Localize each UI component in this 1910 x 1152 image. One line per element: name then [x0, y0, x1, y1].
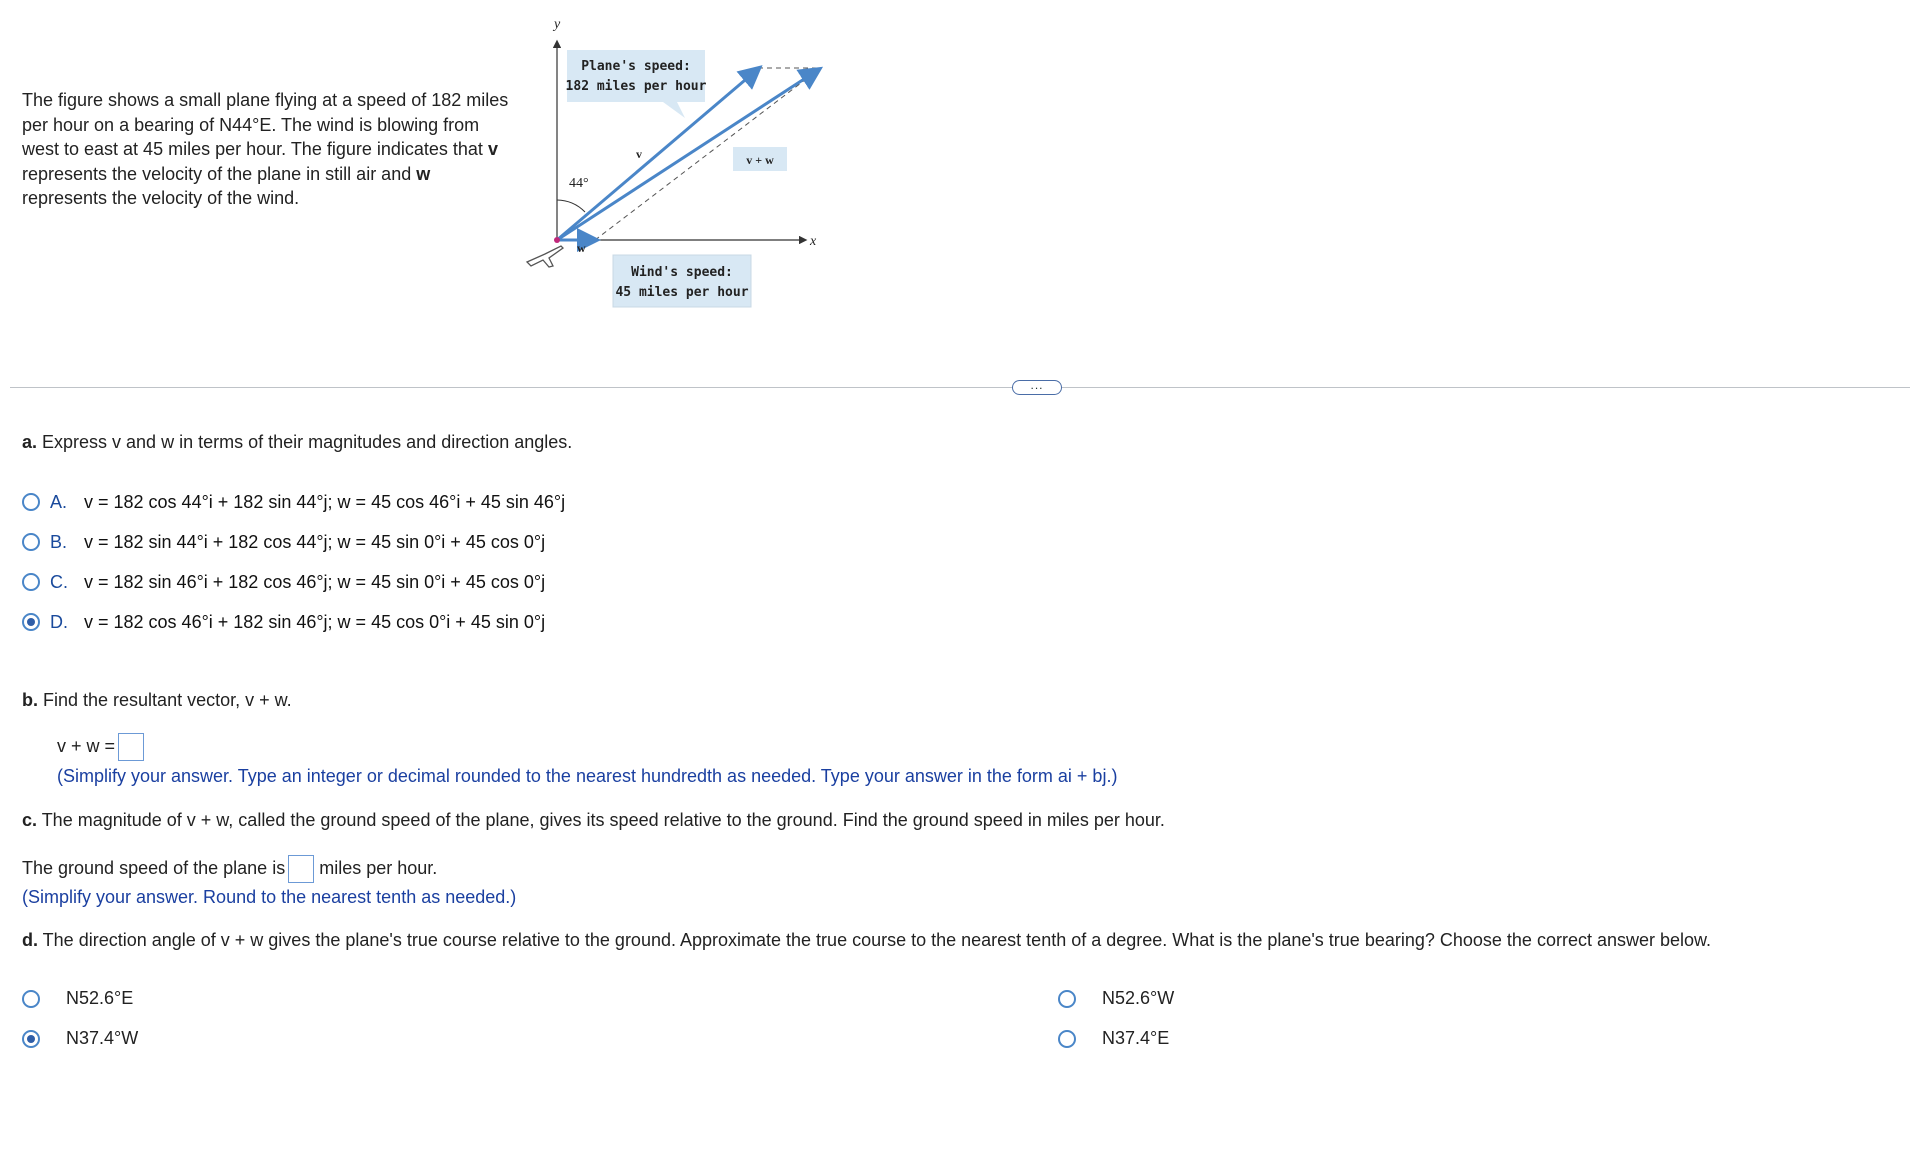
wind-speed-callout-title: Wind's speed: — [631, 265, 733, 280]
part-a-option-d-radio[interactable] — [22, 613, 40, 631]
part-d-option-n52-6-w[interactable]: N52.6°W — [1058, 988, 1174, 1009]
vector-figure — [505, 10, 845, 310]
part-a-option-d[interactable]: D. v = 182 cos 46°i + 182 sin 46°j; w = 45 cos 0°i + 45 sin 0°j — [22, 608, 545, 636]
vw-label: v + w — [746, 153, 774, 167]
part-a-option-a[interactable]: A. v = 182 cos 44°i + 182 sin 44°j; w = 45 cos 46°i + 45 sin 46°j — [22, 488, 565, 516]
part-d-option-n52-6-w-radio[interactable] — [1058, 990, 1076, 1008]
part-b-hint: (Simplify your answer. Type an integer or decimal rounded to the nearest hundredth as needed. Type your answer in the form ai + bj.) — [57, 766, 1118, 786]
part-b-question: b. Find the resultant vector, v + w. — [22, 690, 292, 710]
w-label: w — [577, 241, 586, 255]
plane-speed-callout-title: Plane's speed: — [581, 59, 691, 74]
part-a-option-b[interactable]: B. v = 182 sin 44°i + 182 cos 44°j; w = 45 sin 0°i + 45 cos 0°j — [22, 528, 545, 556]
more-button[interactable]: ... — [1012, 380, 1062, 395]
part-b-answer-input[interactable] — [118, 733, 144, 761]
part-b-answer-row: v + w = — [57, 733, 144, 761]
problem-intro: The figure shows a small plane flying at a speed of 182 miles per hour on a bearing of N44°E. The wind is blowing from west to east at 45 miles per hour. The figure indicates that v represents the velocity of the plane in still air and w represents the velocity of the wind. — [22, 90, 509, 208]
wind-speed-callout-value: 45 miles per hour — [615, 285, 749, 300]
part-c-answer-row: The ground speed of the plane is miles per hour. — [22, 855, 437, 883]
y-axis-label: y — [554, 17, 561, 32]
part-d-option-n52-6-e-radio[interactable] — [22, 990, 40, 1008]
part-a-option-b-radio[interactable] — [22, 533, 40, 551]
part-d-option-n37-4-w-radio[interactable] — [22, 1030, 40, 1048]
plane-icon — [527, 246, 563, 267]
part-c-answer-input[interactable] — [288, 855, 314, 883]
part-a-option-c-radio[interactable] — [22, 573, 40, 591]
angle-arc — [557, 200, 585, 212]
origin-point — [554, 237, 560, 243]
part-d-option-n37-4-w[interactable]: N37.4°W — [22, 1028, 138, 1049]
part-d-option-n37-4-e-radio[interactable] — [1058, 1030, 1076, 1048]
part-c-question: c. The magnitude of v + w, called the ground speed of the plane, gives its speed relative to the ground. Find the ground speed in miles per hour. — [22, 810, 1165, 830]
part-a-option-c[interactable]: C. v = 182 sin 46°i + 182 cos 46°j; w = 45 sin 0°i + 45 cos 0°j — [22, 568, 545, 596]
section-divider — [10, 387, 1910, 388]
angle-label: 44° — [569, 176, 589, 191]
part-a-question: a. Express v and w in terms of their magnitudes and direction angles. — [22, 432, 573, 452]
part-d-option-n37-4-e[interactable]: N37.4°E — [1058, 1028, 1169, 1049]
plane-speed-callout-value: 182 miles per hour — [565, 79, 707, 94]
v-label: v — [636, 147, 642, 161]
part-c-hint: (Simplify your answer. Round to the nearest tenth as needed.) — [22, 887, 517, 907]
part-a-option-a-radio[interactable] — [22, 493, 40, 511]
x-axis-label: x — [810, 234, 817, 249]
part-d-question: d. The direction angle of v + w gives the plane's true course relative to the ground. Approximate the true course to the nearest tenth of a degree. What is the plane's true bearing? Choose the correct answer below. — [22, 930, 1712, 950]
part-d-option-n52-6-e[interactable]: N52.6°E — [22, 988, 133, 1009]
